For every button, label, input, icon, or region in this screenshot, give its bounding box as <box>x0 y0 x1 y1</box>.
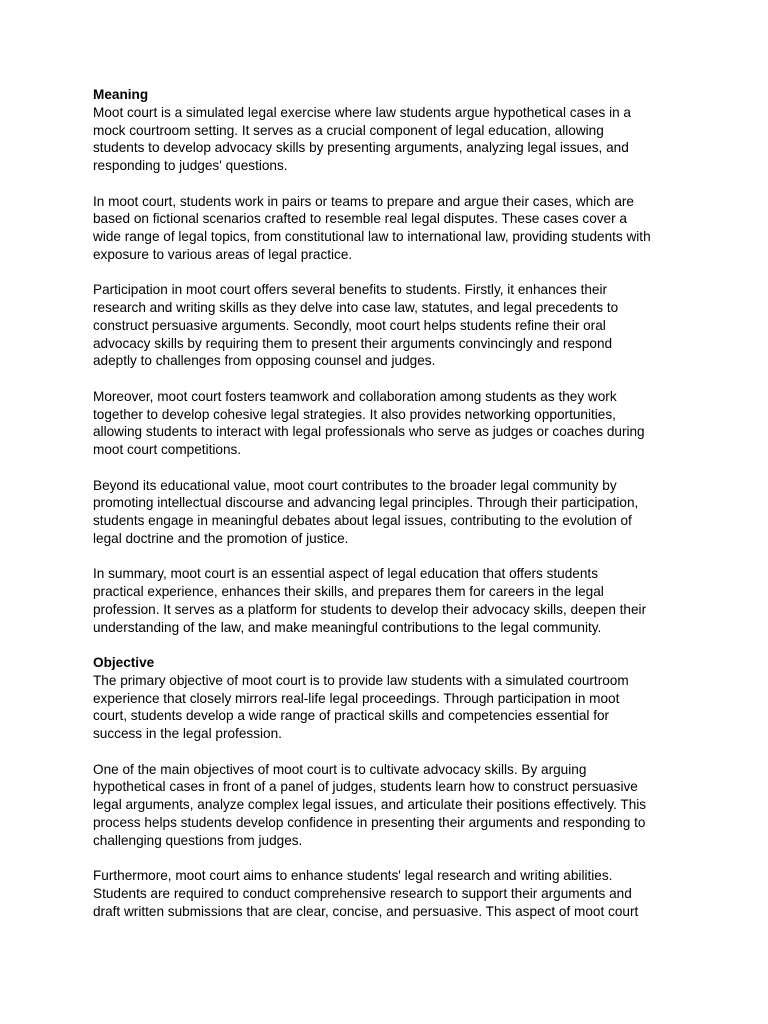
document-page <box>93 86 683 938</box>
section-heading: Objective <box>93 655 155 670</box>
section-meaning <box>93 86 683 636</box>
paragraph: Moreover, moot court fosters teamwork and collaboration among students as they work together to develop cohesive legal strategies. It also provides networking opportunities, allowing students to interact with legal professionals who serve as judges or coaches during moot court competitions. <box>93 388 645 457</box>
paragraph: In summary, moot court is an essential aspect of legal education that offers students practical experience, enhances their skills, and prepares them for careers in the legal profession. It serves as a platform for students to develop their advocacy skills, deepen their understanding of the law, and make meaningful contributions to the legal community. <box>93 566 647 635</box>
paragraph: In moot court, students work in pairs or teams to prepare and argue their cases, which are based on fictional scenarios crafted to resemble real legal disputes. These cases cover a wide range of legal topics, from constitutional law to international law, providing students with exposure to various areas of legal practice. <box>93 193 651 262</box>
paragraph: Moot court is a simulated legal exercise where law students argue hypothetical cases in a mock courtroom setting. It serves as a crucial component of legal education, allowing students to develop advocacy skills by presenting arguments, analyzing legal issues, and responding to judges' questions. <box>93 104 631 173</box>
section-objective <box>93 654 683 920</box>
paragraph: Beyond its educational value, moot court contributes to the broader legal community by promoting intellectual discourse and advancing legal principles. Through their participation, students engage in meaningful debates about legal issues, contributing to the evolution of legal doctrine and the promotion of justice. <box>93 477 639 546</box>
paragraph: The primary objective of moot court is to provide law students with a simulated courtroom experience that closely mirrors real-life legal proceedings. Through participation in moot court, students develop a wide range of practical skills and competencies essential for success in the legal profession. <box>93 672 629 741</box>
paragraph: Furthermore, moot court aims to enhance students' legal research and writing abilities. Students are required to conduct comprehensive research to support their arguments and draft written submissions that are clear, concise, and persuasive. This aspect of moot court <box>93 868 639 919</box>
paragraph: Participation in moot court offers several benefits to students. Firstly, it enhances their research and writing skills as they delve into case law, statutes, and legal precedents to construct persuasive arguments. Secondly, moot court helps students refine their oral advocacy skills by requiring them to present their arguments convincingly and respond adeptly to challenges from opposing counsel and judges. <box>93 282 619 369</box>
section-heading: Meaning <box>93 87 149 102</box>
paragraph: One of the main objectives of moot court is to cultivate advocacy skills. By arguing hypothetical cases in front of a panel of judges, students learn how to construct persuasive legal arguments, analyze complex legal issues, and articulate their positions effectively. This process helps students develop confidence in presenting their arguments and responding to challenging questions from judges. <box>93 761 647 848</box>
